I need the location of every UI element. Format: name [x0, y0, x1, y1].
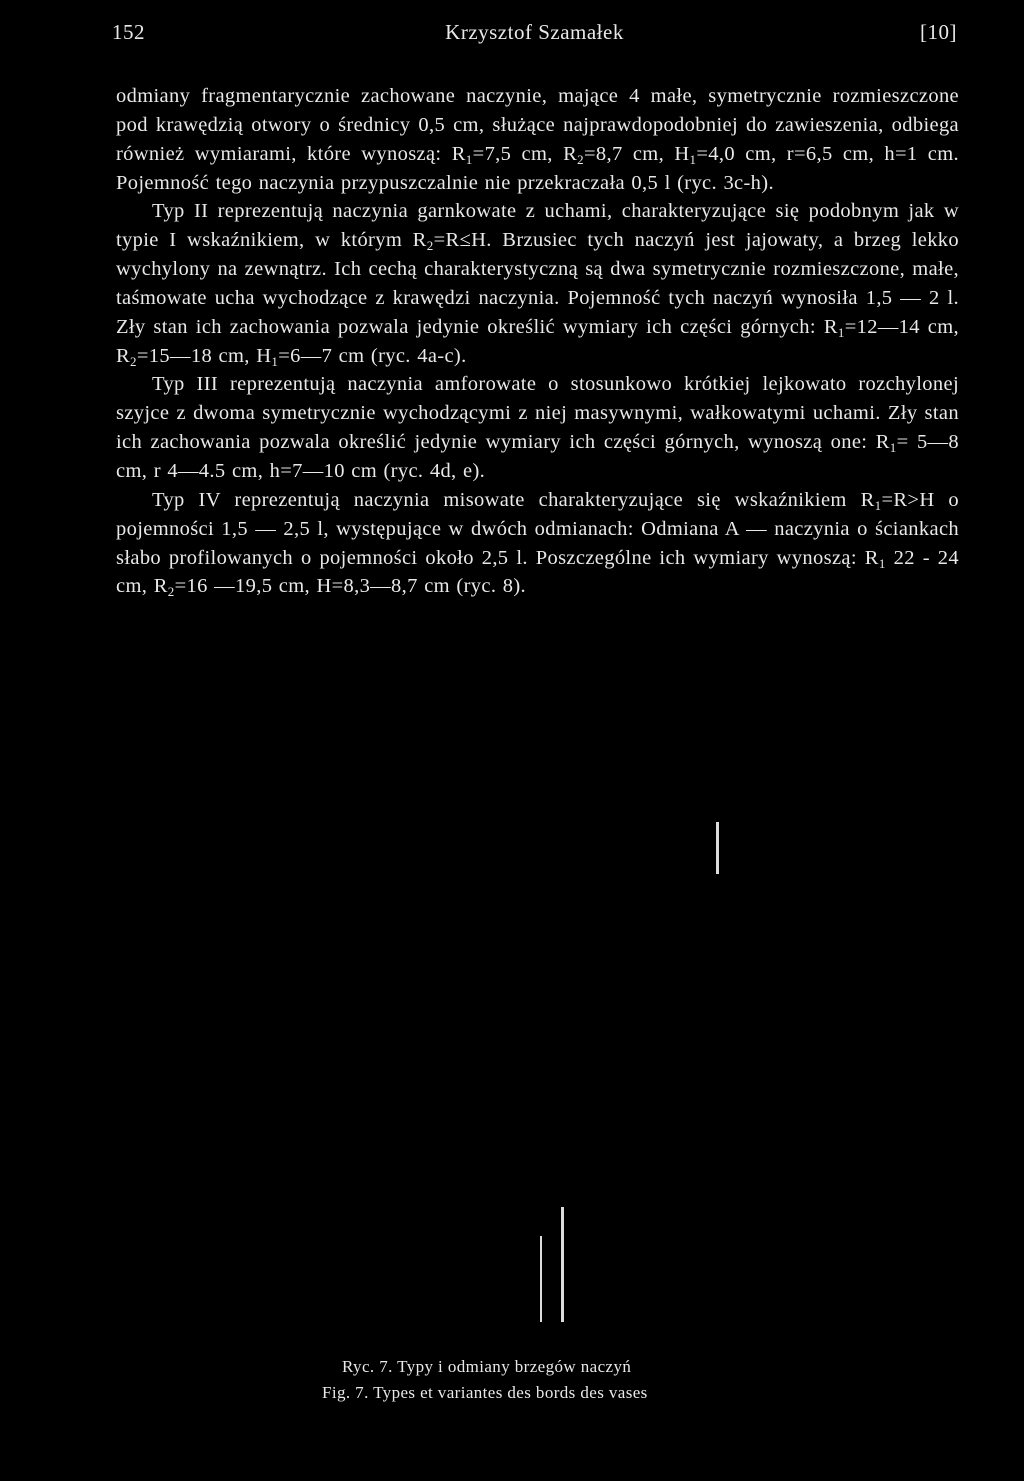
running-header-author: Krzysztof Szamałek: [445, 20, 624, 44]
paragraph: Typ IV reprezentują naczynia misowate charakteryzujące się wskaźnikiem $R_1=R>H$ o pojemności 1,5 — 2,5 l, występujące w dwóch odmianach: Odmiana A — naczynia o ściankach słabo profilowanych o pojemności około 2,5 l. Poszczególne ich wymiary wynoszą: $R_1$ 22 - 24 cm, $R_2=16$ —19,5 cm, H=8,3—8,7 cm (ryc. 8).: [116, 488, 959, 600]
figure-caption-fr: Fig. 7. Types et variantes des bords des vases: [322, 1383, 648, 1402]
paragraph: Typ II reprezentują naczynia garnkowate z uchami, charakteryzujące się podobnym jak w typie I wskaźnikiem, w którym $R_2=R\le H$. Brzusiec tych naczyń jest jajowaty, a brzeg lekko wychylony na zewnątrz. Ich cechą charakterystyczną są dwa symetrycznie rozmieszczone, małe, taśmowate ucha wychodzące z krawędzi naczynia. Pojemność tych naczyń wynosiła 1,5 — 2 l. Zły stan ich zachowania pozwala jedynie określić wymiary ich części górnych: $R_1=12—14$ cm, $R_2=15—18$ cm, $H_1=6—7$ cm (ryc. 4a-c).: [116, 200, 960, 369]
figure-stroke: [716, 822, 719, 874]
figure-caption-pl: Ryc. 7. Typy i odmiany brzegów naczyń: [342, 1357, 632, 1376]
section-number: [10]: [920, 20, 957, 44]
page-number: 152: [112, 20, 145, 44]
paragraph: Typ III reprezentują naczynia amforowate o stosunkowo krótkiej lejkowato rozchylonej szyjce z dwoma symetrycznie wychodzącymi z niej masywnymi, wałkowatymi uchami. Zły stan ich zachowania pozwala określić jedynie wymiary ich części górnych, wynoszą one: $R_1=$ 5—8 cm, r 4—4.5 cm, h=7—10 cm (ryc. 4d, e).: [116, 373, 960, 482]
paragraph: odmiany fragmentarycznie zachowane naczynie, mające 4 małe, symetrycznie rozmieszczone pod krawędzią otwory o średnicy 0,5 cm, służące najprawdopodobniej do zawieszenia, odbiega również wymiarami, które wynoszą: $R_1=7,5$ cm, $R_2=8,7$ cm, $H_1=4,0$ cm, r=6,5 cm, h=1 cm. Pojemność tego naczynia przypuszczalnie nie przekraczała 0,5 l (ryc. 3c-h).: [116, 85, 959, 194]
figure-stroke: [561, 1207, 564, 1322]
running-header: [112, 20, 957, 50]
body-text: [116, 82, 959, 601]
figure-stroke: [540, 1236, 542, 1322]
